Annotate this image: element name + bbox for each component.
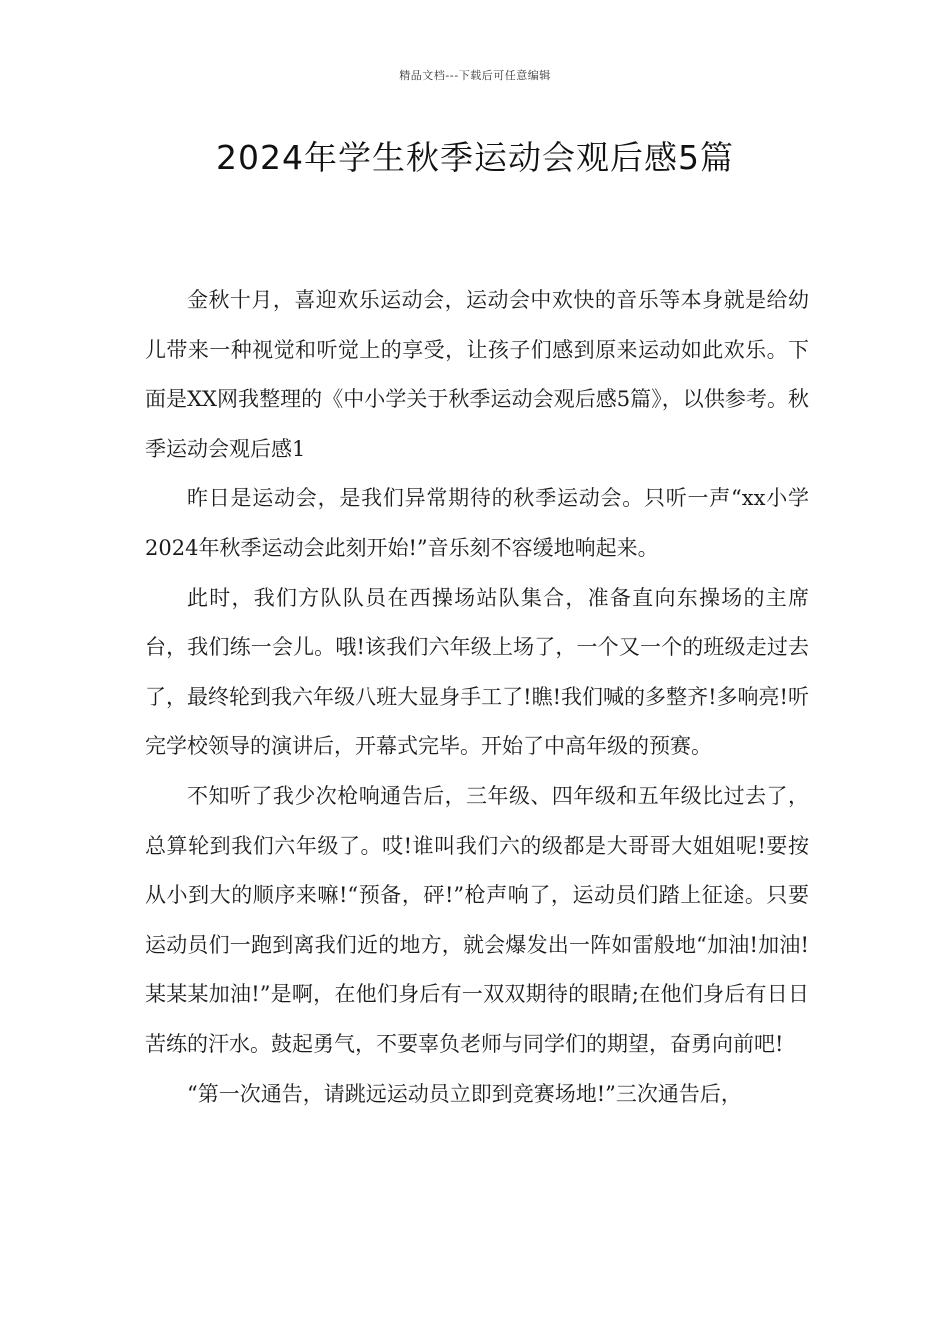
paragraph-3: 此时，我们方队队员在西操场站队集合，准备直向东操场的主席台，我们练一会儿。哦!该我们六年级上场了，一个又一个的班级走过去了，最终轮到我六年级八班大显身手工了!瞧!我们喊的多整齐!多响亮!听完学校领导的演讲后，开幕式完毕。开始了中高年级的预赛。 (145, 585, 809, 759)
document-title: 2024年学生秋季运动会观后感5篇 (216, 138, 734, 177)
paragraph-4: 不知听了我少次枪响通告后，三年级、四年级和五年级比过去了，总算轮到我们六年级了。哎!谁叫我们六的级都是大哥哥大姐姐呢!要按从小到大的顺序来嘛!“预备，砰!”枪声响了，运动员们踏上征途。只要运动员们一跑到离我们近的地方，就会爆发出一阵如雷般地“加油!加油!某某某加油!”是啊，在他们身后有一双双期待的眼睛;在他们身后有日日苦练的汗水。鼓起勇气，不要辜负老师与同学们的期望，奋勇向前吧! (145, 783, 809, 1056)
paragraph-2: 昨日是运动会，是我们异常期待的秋季运动会。只听一声“xx小学2024年秋季运动会此刻开始!”音乐刻不容缓地响起来。 (145, 486, 809, 560)
header-note: 精品文档---下载后可任意编辑 (399, 69, 551, 82)
paragraph-1: 金秋十月，喜迎欢乐运动会，运动会中欢快的音乐等本身就是给幼儿带来一种视觉和听觉上的享受，让孩子们感到原来运动如此欢乐。下面是XX网我整理的《中小学关于秋季运动会观后感5篇》，以供参考。秋季运动会观后感1 (145, 288, 809, 461)
document-body (145, 276, 809, 1119)
paragraph-5: “第一次通告，请跳远运动员立即到竞赛场地!”三次通告后， (187, 1081, 742, 1106)
